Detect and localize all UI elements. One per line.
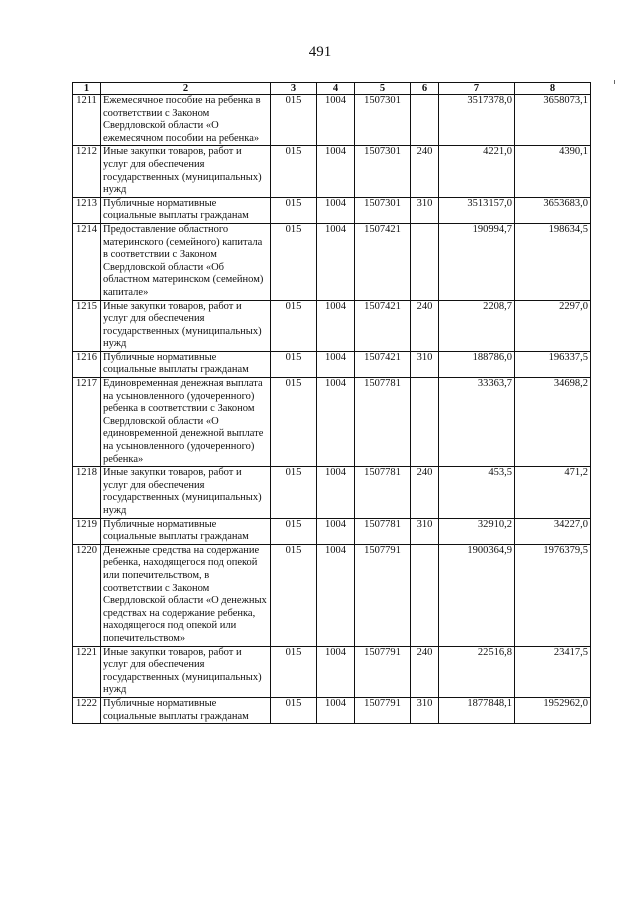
table-row	[73, 544, 591, 646]
amount-year2-cell: 2297,0	[515, 300, 591, 351]
column-header: 2	[101, 83, 271, 95]
amount-year1-cell: 190994,7	[439, 223, 515, 300]
section-code-cell: 1004	[317, 146, 355, 197]
amount-year1-cell: 22516,8	[439, 646, 515, 697]
ministry-code-cell: 015	[271, 467, 317, 518]
expense-name-cell: Публичные нормативные социальные выплаты гражданам	[101, 351, 271, 377]
row-number-cell: 1220	[73, 544, 101, 646]
amount-year1-cell: 2208,7	[439, 300, 515, 351]
row-number-cell: 1218	[73, 467, 101, 518]
column-header: 8	[515, 83, 591, 95]
column-header: 6	[411, 83, 439, 95]
row-number-cell: 1213	[73, 197, 101, 223]
table-row	[73, 300, 591, 351]
target-article-cell: 1507301	[355, 95, 411, 146]
expense-type-cell: 310	[411, 518, 439, 544]
amount-year2-cell: 471,2	[515, 467, 591, 518]
expense-type-cell	[411, 223, 439, 300]
budget-table	[72, 82, 591, 724]
amount-year1-cell: 453,5	[439, 467, 515, 518]
row-number-cell: 1215	[73, 300, 101, 351]
table-row	[73, 351, 591, 377]
ministry-code-cell: 015	[271, 697, 317, 723]
amount-year1-cell: 32910,2	[439, 518, 515, 544]
section-code-cell: 1004	[317, 95, 355, 146]
table-header-row	[73, 83, 591, 95]
table-row	[73, 646, 591, 697]
amount-year1-cell: 33363,7	[439, 378, 515, 467]
table-row	[73, 197, 591, 223]
target-article-cell: 1507781	[355, 378, 411, 467]
target-article-cell: 1507301	[355, 197, 411, 223]
amount-year1-cell: 1900364,9	[439, 544, 515, 646]
table-row	[73, 697, 591, 723]
row-number-cell: 1214	[73, 223, 101, 300]
target-article-cell: 1507301	[355, 146, 411, 197]
column-header: 3	[271, 83, 317, 95]
expense-type-cell: 240	[411, 146, 439, 197]
target-article-cell: 1507791	[355, 646, 411, 697]
column-header: 5	[355, 83, 411, 95]
table-row	[73, 223, 591, 300]
expense-name-cell: Иные закупки товаров, работ и услуг для обеспечения государственных (муниципальных) нужд	[101, 300, 271, 351]
target-article-cell: 1507421	[355, 300, 411, 351]
amount-year2-cell: 1976379,5	[515, 544, 591, 646]
expense-type-cell	[411, 95, 439, 146]
section-code-cell: 1004	[317, 697, 355, 723]
expense-type-cell: 310	[411, 697, 439, 723]
row-number-cell: 1222	[73, 697, 101, 723]
section-code-cell: 1004	[317, 351, 355, 377]
ministry-code-cell: 015	[271, 223, 317, 300]
row-number-cell: 1211	[73, 95, 101, 146]
row-number-cell: 1216	[73, 351, 101, 377]
expense-name-cell: Иные закупки товаров, работ и услуг для обеспечения государственных (муниципальных) нужд	[101, 146, 271, 197]
expense-name-cell: Предоставление областного материнского (семейного) капитала в соответствии с Законом Свердловской области «Об областном материнском (семейном) капитале»	[101, 223, 271, 300]
amount-year2-cell: 3658073,1	[515, 95, 591, 146]
ministry-code-cell: 015	[271, 351, 317, 377]
table-row	[73, 518, 591, 544]
section-code-cell: 1004	[317, 223, 355, 300]
amount-year2-cell: 34227,0	[515, 518, 591, 544]
expense-name-cell: Публичные нормативные социальные выплаты гражданам	[101, 197, 271, 223]
section-code-cell: 1004	[317, 467, 355, 518]
amount-year1-cell: 3513157,0	[439, 197, 515, 223]
expense-type-cell: 310	[411, 351, 439, 377]
section-code-cell: 1004	[317, 544, 355, 646]
table-row	[73, 146, 591, 197]
ministry-code-cell: 015	[271, 518, 317, 544]
row-number-cell: 1219	[73, 518, 101, 544]
expense-name-cell: Денежные средства на содержание ребенка, находящегося под опекой или попечительством, в соответствии с Законом Свердловской области «О денежных средствах на содержание ребенка, находящегося под опекой или попечительством»	[101, 544, 271, 646]
expense-type-cell	[411, 378, 439, 467]
amount-year2-cell: 34698,2	[515, 378, 591, 467]
amount-year2-cell: 198634,5	[515, 223, 591, 300]
table-row	[73, 467, 591, 518]
expense-type-cell: 240	[411, 300, 439, 351]
ministry-code-cell: 015	[271, 146, 317, 197]
column-header: 1	[73, 83, 101, 95]
expense-name-cell: Ежемесячное пособие на ребенка в соответствии с Законом Свердловской области «О ежемесячном пособии на ребенка»	[101, 95, 271, 146]
amount-year1-cell: 4221,0	[439, 146, 515, 197]
ministry-code-cell: 015	[271, 197, 317, 223]
ministry-code-cell: 015	[271, 646, 317, 697]
ministry-code-cell: 015	[271, 300, 317, 351]
target-article-cell: 1507421	[355, 351, 411, 377]
table-row	[73, 95, 591, 146]
row-number-cell: 1221	[73, 646, 101, 697]
table-body	[73, 95, 591, 724]
expense-type-cell: 240	[411, 467, 439, 518]
column-header: 4	[317, 83, 355, 95]
expense-name-cell: Иные закупки товаров, работ и услуг для обеспечения государственных (муниципальных) нужд	[101, 467, 271, 518]
amount-year1-cell: 1877848,1	[439, 697, 515, 723]
target-article-cell: 1507791	[355, 697, 411, 723]
row-number-cell: 1217	[73, 378, 101, 467]
section-code-cell: 1004	[317, 518, 355, 544]
scan-mark	[614, 80, 615, 84]
amount-year2-cell: 1952962,0	[515, 697, 591, 723]
target-article-cell: 1507791	[355, 544, 411, 646]
target-article-cell: 1507781	[355, 467, 411, 518]
target-article-cell: 1507781	[355, 518, 411, 544]
expense-name-cell: Публичные нормативные социальные выплаты гражданам	[101, 518, 271, 544]
expense-name-cell: Единовременная денежная выплата на усыновленного (удочеренного) ребенка в соответствии с Законом Свердловской области «О единовременной денежной выплате на усыновленного (удочеренного) ребенка»	[101, 378, 271, 467]
section-code-cell: 1004	[317, 646, 355, 697]
section-code-cell: 1004	[317, 378, 355, 467]
page-number: 491	[308, 44, 332, 60]
expense-type-cell: 240	[411, 646, 439, 697]
column-header: 7	[439, 83, 515, 95]
expense-name-cell: Публичные нормативные социальные выплаты гражданам	[101, 697, 271, 723]
expense-name-cell: Иные закупки товаров, работ и услуг для обеспечения государственных (муниципальных) нужд	[101, 646, 271, 697]
amount-year1-cell: 188786,0	[439, 351, 515, 377]
expense-type-cell: 310	[411, 197, 439, 223]
amount-year2-cell: 3653683,0	[515, 197, 591, 223]
table-row	[73, 378, 591, 467]
section-code-cell: 1004	[317, 197, 355, 223]
amount-year2-cell: 196337,5	[515, 351, 591, 377]
section-code-cell: 1004	[317, 300, 355, 351]
ministry-code-cell: 015	[271, 95, 317, 146]
amount-year2-cell: 4390,1	[515, 146, 591, 197]
row-number-cell: 1212	[73, 146, 101, 197]
amount-year2-cell: 23417,5	[515, 646, 591, 697]
ministry-code-cell: 015	[271, 378, 317, 467]
ministry-code-cell: 015	[271, 544, 317, 646]
amount-year1-cell: 3517378,0	[439, 95, 515, 146]
target-article-cell: 1507421	[355, 223, 411, 300]
expense-type-cell	[411, 544, 439, 646]
